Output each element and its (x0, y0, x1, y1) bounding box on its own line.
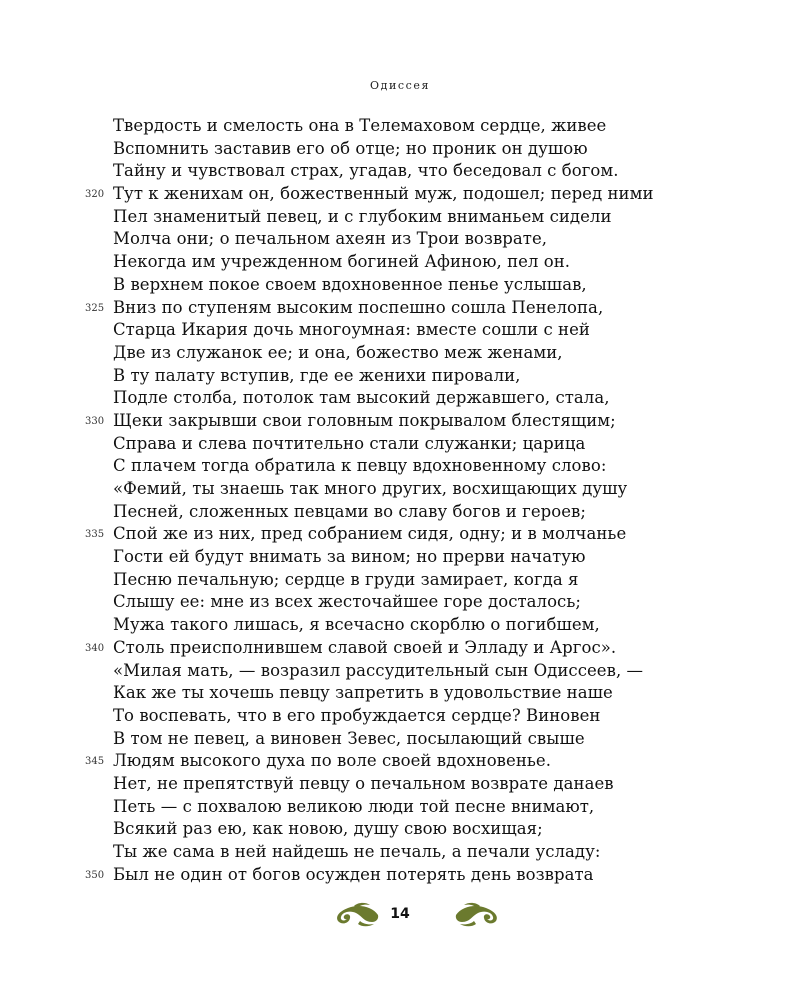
poem-line-text: Петь — с похвалою великою люди той песне внимают, (113, 796, 595, 816)
poem-line (0, 387, 800, 410)
poem-line (0, 206, 800, 229)
poem-line-text: Был не один от богов осужден потерять день возврата (113, 864, 594, 884)
running-header: Одиссея (369, 79, 431, 92)
poem-line (0, 160, 800, 183)
poem-line (0, 546, 800, 569)
poem-line (0, 864, 800, 887)
poem-line (0, 728, 800, 751)
poem-line (0, 228, 800, 251)
line-number: 330 (85, 415, 105, 427)
poem-line (0, 455, 800, 478)
poem-line-text: Столь преисполнившем славой своей и Элладу и Аргос». (113, 637, 617, 657)
poem-line (0, 523, 800, 546)
poem-line (0, 138, 800, 161)
poem-line (0, 750, 800, 773)
line-number: 335 (85, 529, 105, 541)
poem-line (0, 591, 800, 614)
poem-line-text: Справа и слева почтительно стали служанки; царица (113, 433, 586, 453)
poem-line (0, 614, 800, 637)
poem-line-text: Щеки закрывши свои головным покрывалом блестящим; (113, 410, 616, 430)
poem-line-text: Людям высокого духа по воле своей вдохновенье. (113, 751, 552, 771)
poem-line (0, 319, 800, 342)
leaf-ornament-icon (454, 902, 502, 928)
poem-line (0, 773, 800, 796)
poem-line-text: Мужа такого лишась, я всечасно скорблю о погибшем, (113, 615, 600, 635)
line-number: 340 (85, 642, 105, 654)
poem-line-text: То воспевать, что в его пробуждается сердце? Виновен (113, 705, 601, 725)
poem-line-text: Песню печальную; сердце в груди замирает, когда я (113, 569, 579, 589)
poem-line-text: Песней, сложенных певцами во славу богов и героев; (113, 501, 587, 521)
poem-line-text: В том не певец, а виновен Зевес, посылающий свыше (113, 728, 585, 748)
poem-text (0, 115, 800, 886)
poem-line-text: «Милая мать, — возразил рассудительный сын Одиссеев, — (113, 660, 644, 680)
poem-line-text: Слышу ее: мне из всех жесточайшее горе досталось; (113, 592, 581, 612)
poem-line-text: Старца Икария дочь многоумная: вместе сошли с ней (113, 320, 590, 340)
line-number: 345 (85, 756, 105, 768)
poem-line (0, 501, 800, 524)
poem-line-text: Вниз по ступеням высоким поспешно сошла Пенелопа, (113, 297, 604, 317)
poem-line (0, 342, 800, 365)
poem-line-text: Пел знаменитый певец, и с глубоким вниманьем сидели (113, 206, 612, 226)
poem-line (0, 251, 800, 274)
poem-line-text: Тайну и чувствовал страх, угадав, что беседовал с богом. (113, 161, 619, 181)
poem-line-text: Молча они; о печальном ахеян из Трои возврате, (113, 229, 548, 249)
poem-line (0, 660, 800, 683)
poem-line-text: Тут к женихам он, божественный муж, подошел; перед ними (113, 184, 654, 204)
poem-line-text: «Фемий, ты знаешь так много других, восхищающих душу (113, 479, 628, 498)
page-number: 14 (390, 906, 410, 922)
poem-line-text: Некогда им учрежденном богиней Афиною, пел он. (113, 252, 571, 272)
poem-line (0, 297, 800, 320)
poem-line-text: Ты же сама в ней найдешь не печаль, а печали усладу: (113, 842, 601, 861)
line-number: 325 (85, 302, 105, 314)
poem-line-text: Подле столба, потолок там высокий державшего, стала, (113, 388, 610, 408)
poem-line-text: Вспомнить заставив его об отце; но проник он душою (113, 138, 588, 158)
poem-line-text: Всякий раз ею, как новою, душу свою восхищая; (113, 819, 543, 839)
poem-line (0, 115, 800, 138)
poem-line-text: Спой же из них, пред собранием сидя, одну; и в молчанье (113, 524, 627, 544)
poem-line (0, 705, 800, 728)
poem-line-text: С плачем тогда обратила к певцу вдохновенному слово: (113, 456, 607, 476)
poem-line-text: Две из служанок ее; и она, божество меж женами, (113, 342, 563, 362)
poem-line (0, 841, 800, 864)
poem-line (0, 183, 800, 206)
poem-line (0, 637, 800, 660)
poem-line (0, 478, 800, 501)
leaf-ornament-icon (332, 902, 380, 928)
poem-line-text: В ту палату вступив, где ее женихи пировали, (113, 365, 521, 385)
poem-line (0, 410, 800, 433)
poem-line-text: Как же ты хочешь певцу запретить в удовольствие наше (113, 683, 613, 703)
poem-line-text: Нет, не препятствуй певцу о печальном возврате данаев (113, 773, 614, 793)
poem-line (0, 433, 800, 456)
poem-line-text: Твердость и смелость она в Телемаховом сердце, живее (113, 116, 607, 135)
line-number: 320 (85, 189, 105, 201)
poem-line (0, 365, 800, 388)
poem-line-text: В верхнем покое своем вдохновенное пенье услышав, (113, 274, 587, 294)
poem-line-text: Гости ей будут внимать за вином; но прерви начатую (113, 547, 586, 567)
poem-line (0, 569, 800, 592)
poem-line (0, 682, 800, 705)
page-footer (0, 902, 800, 932)
line-number: 350 (85, 869, 105, 881)
poem-line (0, 818, 800, 841)
poem-line (0, 274, 800, 297)
poem-line (0, 796, 800, 819)
